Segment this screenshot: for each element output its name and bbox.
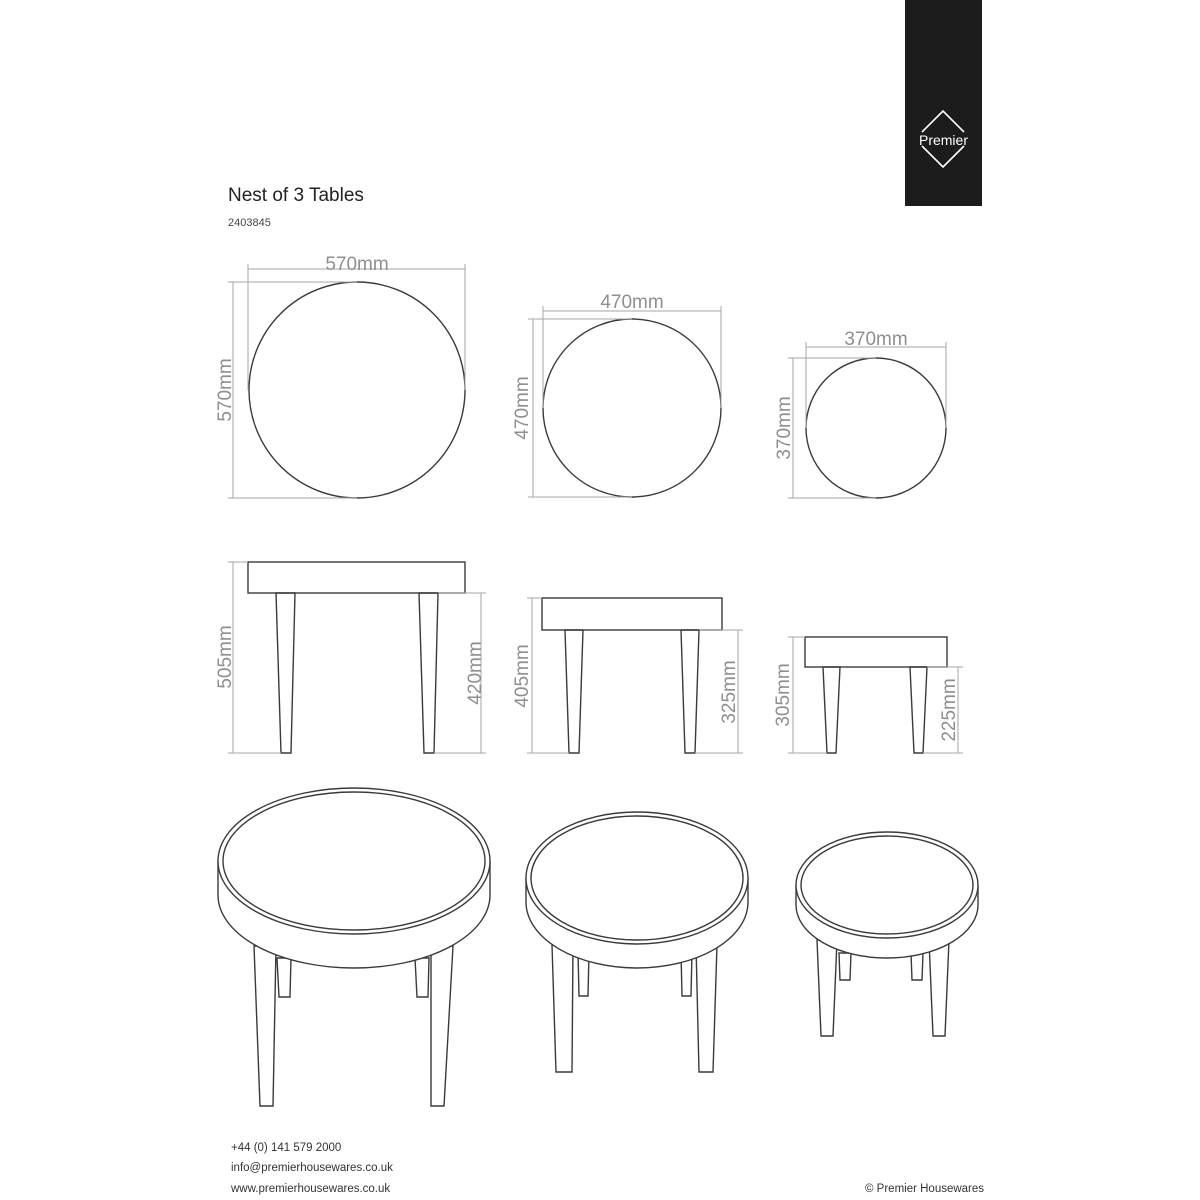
top-view-medium [543,319,721,497]
brand-name: Premier [918,132,968,148]
perspective-view-small [796,832,978,1036]
footer-email[interactable]: info@premierhousewares.co.uk [231,1162,393,1174]
large-height-label: 505mm [215,625,236,689]
side-view-medium [542,598,722,753]
perspective-view-medium [526,812,748,1072]
footer-phone: +44 (0) 141 579 2000 [231,1142,342,1154]
side-view-small [805,637,947,753]
small-top-depth-label: 370mm [774,396,795,460]
large-top-width-label: 570mm [325,254,389,275]
footer-website[interactable]: www.premierhousewares.co.uk [231,1183,391,1195]
medium-top-width-label: 470mm [600,292,664,313]
top-view-large [249,282,465,498]
medium-top-depth-label: 470mm [512,376,533,440]
small-height-label: 305mm [773,663,794,727]
product-code: 2403845 [228,217,271,229]
large-top-depth-label: 570mm [215,358,236,422]
medium-leg-height-label: 325mm [719,660,740,724]
top-view-small [806,358,946,498]
large-leg-height-label: 420mm [465,641,486,705]
medium-height-label: 405mm [512,644,533,708]
small-leg-height-label: 225mm [939,678,960,742]
footer-copyright: © Premier Housewares [865,1183,985,1195]
product-title: Nest of 3 Tables [228,185,364,206]
perspective-view-large [218,788,490,1106]
small-top-width-label: 370mm [844,329,908,350]
side-view-large [248,562,465,753]
